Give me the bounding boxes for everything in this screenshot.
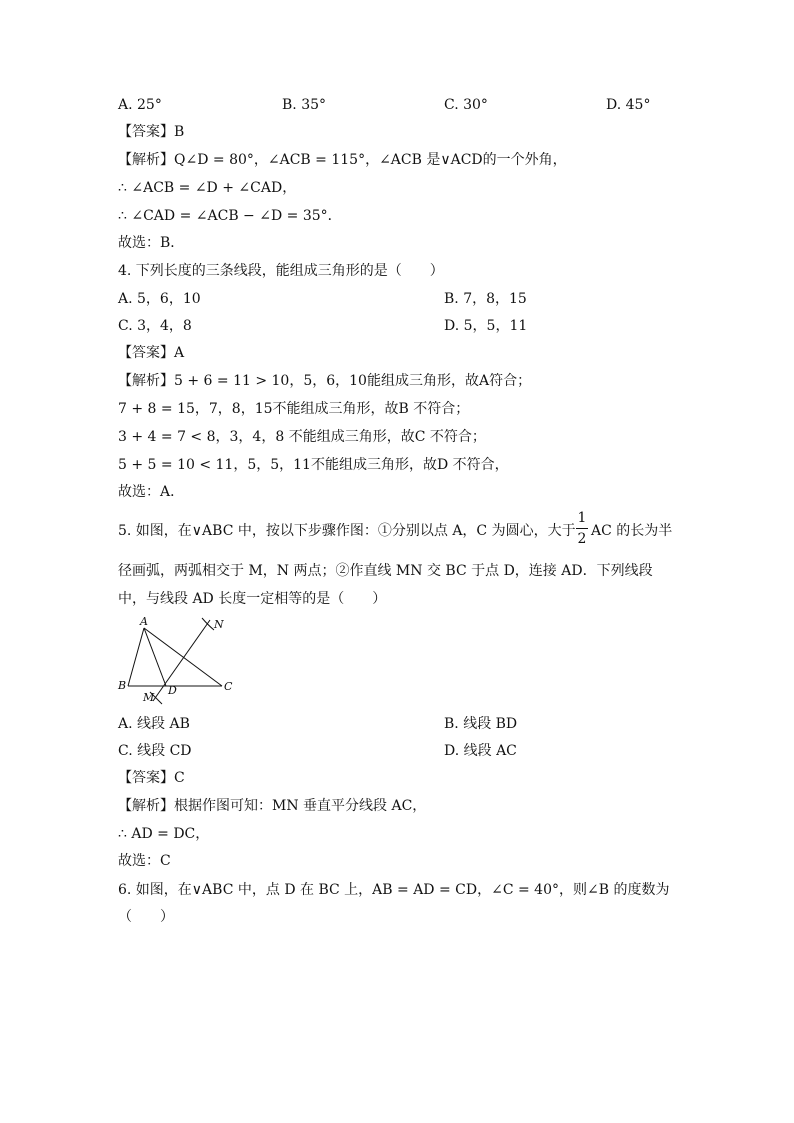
q4-analysis-line-1: 【解析】5 + 6 = 11 > 10，5，6，10能组成三角形，故A符合；	[118, 373, 532, 389]
q4-analysis-line-3: 3 + 4 = 7 < 8，3，4，8 不能组成三角形，故C 不符合；	[118, 429, 486, 445]
label-d: D	[168, 684, 177, 697]
q3-analysis-line-1: 【解析】Q∠D = 80°，∠ACB = 115°，∠ACB 是∨ACD的一个外角，	[118, 152, 567, 168]
q3-option-a: A. 25°	[118, 97, 162, 113]
q5-analysis-line-1: 【解析】根据作图可知：MN 垂直平分线段 AC，	[118, 798, 427, 814]
q5-fraction-bar	[576, 528, 588, 529]
q5-option-d: D. 线段 AC	[444, 743, 517, 759]
q5-option-b: B. 线段 BD	[444, 716, 518, 732]
q4-conclusion: 故选：A．	[118, 484, 185, 500]
q5-figure	[110, 612, 240, 708]
q4-analysis-line-2: 7 + 8 = 15，7，8，15不能组成三角形，故B 不符合；	[118, 401, 470, 417]
q6-stem-line-1: 6. 如图，在∨ABC 中，点 D 在 BC 上，AB = AD = CD，∠C = 40°，则∠B 的度数为	[118, 882, 670, 898]
line-mn	[153, 620, 210, 701]
q5-conclusion: 故选：C	[118, 853, 171, 869]
q3-conclusion: 故选：B．	[118, 235, 185, 251]
label-c: C	[224, 680, 233, 693]
q5-stem-part-2: AC 的长为半	[591, 523, 673, 539]
q5-option-a: A. 线段 AB	[118, 716, 190, 732]
q4-option-d: D. 5，5，11	[444, 318, 528, 334]
q3-answer: 【答案】B	[118, 124, 185, 140]
label-m: M	[143, 691, 155, 704]
label-b: B	[118, 679, 127, 692]
q4-analysis-line-4: 5 + 5 = 10 < 11，5，5，11不能组成三角形，故D 不符合，	[118, 457, 509, 473]
q4-option-b: B. 7，8，15	[444, 291, 527, 307]
q6-stem-line-2: （ ）	[118, 909, 174, 925]
label-n: N	[214, 618, 224, 631]
q3-option-d: D. 45°	[606, 97, 651, 113]
q3-analysis-line-3: ∴ ∠CAD = ∠ACB − ∠D = 35°．	[118, 208, 342, 224]
q4-answer: 【答案】A	[118, 345, 185, 361]
label-a: A	[140, 615, 148, 628]
q5-stem-part-1: 5. 如图，在∨ABC 中，按以下步骤作图：①分别以点 A，C 为圆心，大于	[118, 523, 576, 539]
q3-analysis-line-2: ∴ ∠ACB = ∠D + ∠CAD，	[118, 180, 297, 196]
q5-stem-line-3: 中，与线段 AD 长度一定相等的是（ ）	[118, 591, 387, 607]
q4-stem: 4. 下列长度的三条线段，能组成三角形的是（ ）	[118, 263, 444, 279]
q3-option-c: C. 30°	[444, 97, 488, 113]
q4-option-c: C. 3，4，8	[118, 318, 192, 334]
q5-answer: 【答案】C	[118, 770, 185, 786]
q5-analysis-line-2: ∴ AD = DC，	[118, 826, 210, 842]
segment-ab	[128, 628, 144, 686]
q5-fraction-numerator: 1	[577, 510, 587, 526]
q4-option-a: A. 5，6，10	[118, 291, 201, 307]
segment-ac	[144, 628, 222, 686]
q5-fraction-denominator: 2	[577, 531, 587, 547]
q3-option-b: B. 35°	[282, 97, 327, 113]
q5-option-c: C. 线段 CD	[118, 743, 192, 759]
q5-stem-line-2: 径画弧，两弧相交于 M，N 两点；②作直线 MN 交 BC 于点 D，连接 AD．下列线段	[118, 563, 653, 579]
